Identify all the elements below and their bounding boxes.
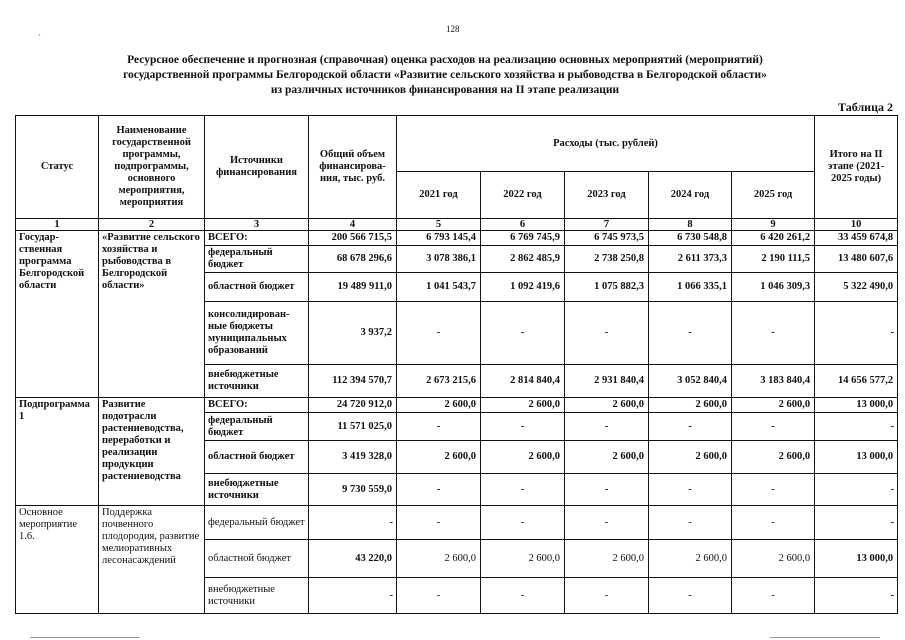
year-value-cell: 3 078 386,1 bbox=[397, 246, 481, 273]
year-value-cell: - bbox=[481, 578, 565, 614]
year-value-cell: - bbox=[649, 578, 732, 614]
itogo-cell: - bbox=[815, 474, 898, 506]
title-line-2: государственной программы Белгородской области «Развитие сельского хозяйства и рыбоводства в Белгородской области» bbox=[123, 69, 767, 81]
header-sources: Источники финансирования bbox=[205, 116, 309, 219]
table-label: Таблица 2 bbox=[838, 100, 893, 114]
source-cell: внебюджетные источники bbox=[205, 578, 309, 614]
column-number: 7 bbox=[565, 219, 649, 231]
year-value-cell: - bbox=[397, 413, 481, 441]
total-volume-cell: 3 419 328,0 bbox=[309, 441, 397, 474]
total-volume-cell: - bbox=[309, 578, 397, 614]
year-value-cell: - bbox=[649, 413, 732, 441]
table-row bbox=[16, 231, 898, 246]
column-number: 6 bbox=[481, 219, 565, 231]
itogo-cell: - bbox=[815, 506, 898, 540]
year-value-cell: 2 600,0 bbox=[732, 441, 815, 474]
year-value-cell: 1 041 543,7 bbox=[397, 273, 481, 302]
year-value-cell: - bbox=[397, 506, 481, 540]
year-value-cell: - bbox=[481, 302, 565, 365]
year-value-cell: 2 600,0 bbox=[565, 441, 649, 474]
year-value-cell: 6 730 548,8 bbox=[649, 231, 732, 246]
year-value-cell: - bbox=[481, 474, 565, 506]
scan-edge-line bbox=[30, 637, 140, 638]
year-value-cell: - bbox=[397, 474, 481, 506]
header-total-volume: Общий объем финансирова-ния, тыс. руб. bbox=[309, 116, 397, 219]
header-year: 2023 год bbox=[565, 172, 649, 219]
table-row bbox=[16, 398, 898, 413]
source-cell: областной бюджет bbox=[205, 273, 309, 302]
year-value-cell: 6 769 745,9 bbox=[481, 231, 565, 246]
source-cell: внебюджетные источники bbox=[205, 474, 309, 506]
expenses-table bbox=[15, 115, 898, 614]
total-volume-cell: 200 566 715,5 bbox=[309, 231, 397, 246]
year-value-cell: - bbox=[649, 302, 732, 365]
status-cell: Государ-ственная программа Белгородской области bbox=[16, 231, 99, 398]
year-value-cell: - bbox=[732, 578, 815, 614]
total-volume-cell: 112 394 570,7 bbox=[309, 365, 397, 398]
scan-edge-line bbox=[770, 637, 880, 638]
itogo-cell: 13 480 607,6 bbox=[815, 246, 898, 273]
total-volume-cell: 19 489 911,0 bbox=[309, 273, 397, 302]
year-value-cell: - bbox=[481, 506, 565, 540]
status-cell: Подпрограмма 1 bbox=[16, 398, 99, 506]
itogo-cell: - bbox=[815, 413, 898, 441]
total-volume-cell: 24 720 912,0 bbox=[309, 398, 397, 413]
status-cell: Основное мероприятие 1.6. bbox=[16, 506, 99, 614]
year-value-cell: - bbox=[565, 578, 649, 614]
table-row bbox=[16, 506, 898, 540]
header-expenses: Расходы (тыс. рублей) bbox=[397, 116, 815, 172]
year-value-cell: - bbox=[732, 506, 815, 540]
year-value-cell: 2 600,0 bbox=[732, 540, 815, 578]
source-cell: областной бюджет bbox=[205, 441, 309, 474]
name-cell: Развитие подотрасли растениеводства, переработки и реализации продукции растениеводства bbox=[99, 398, 205, 506]
source-cell: ВСЕГО: bbox=[205, 231, 309, 246]
name-cell: Поддержка почвенного плодородия, развитие мелиоративных лесонасаждений bbox=[99, 506, 205, 614]
title-line-3: из различных источников финансирования на II этапе реализации bbox=[270, 84, 620, 96]
column-number: 5 bbox=[397, 219, 481, 231]
page-number: 128 bbox=[446, 24, 460, 34]
header-year: 2024 год bbox=[649, 172, 732, 219]
header-year: 2021 год bbox=[397, 172, 481, 219]
year-value-cell: 2 600,0 bbox=[481, 441, 565, 474]
year-value-cell: 6 793 145,4 bbox=[397, 231, 481, 246]
year-value-cell: 2 190 111,5 bbox=[732, 246, 815, 273]
header-year: 2022 год bbox=[481, 172, 565, 219]
year-value-cell: 2 600,0 bbox=[649, 540, 732, 578]
year-value-cell: - bbox=[565, 474, 649, 506]
document-title bbox=[40, 53, 850, 98]
title-line-1: Ресурсное обеспечение и прогнозная (справочная) оценка расходов на реализацию основных мероприятий (мероприятий) bbox=[127, 54, 763, 66]
year-value-cell: 3 183 840,4 bbox=[732, 365, 815, 398]
itogo-cell: - bbox=[815, 302, 898, 365]
year-value-cell: - bbox=[732, 302, 815, 365]
year-value-cell: - bbox=[397, 578, 481, 614]
year-value-cell: 6 745 973,5 bbox=[565, 231, 649, 246]
total-volume-cell: - bbox=[309, 506, 397, 540]
year-value-cell: - bbox=[649, 506, 732, 540]
source-cell: федеральный бюджет bbox=[205, 506, 309, 540]
table-body bbox=[16, 231, 898, 614]
year-value-cell: 2 862 485,9 bbox=[481, 246, 565, 273]
year-value-cell: 2 600,0 bbox=[397, 540, 481, 578]
year-value-cell: 2 600,0 bbox=[565, 398, 649, 413]
source-cell: федеральный бюджет bbox=[205, 246, 309, 273]
column-number: 2 bbox=[99, 219, 205, 231]
year-value-cell: 2 600,0 bbox=[649, 398, 732, 413]
total-volume-cell: 11 571 025,0 bbox=[309, 413, 397, 441]
itogo-cell: 13 000,0 bbox=[815, 441, 898, 474]
year-value-cell: - bbox=[732, 413, 815, 441]
source-cell: федеральный бюджет bbox=[205, 413, 309, 441]
year-value-cell: 2 600,0 bbox=[649, 441, 732, 474]
year-value-cell: - bbox=[565, 302, 649, 365]
source-cell: консолидирован-ные бюджеты муниципальных образований bbox=[205, 302, 309, 365]
year-value-cell: 1 046 309,3 bbox=[732, 273, 815, 302]
column-number: 3 bbox=[205, 219, 309, 231]
year-value-cell: 1 075 882,3 bbox=[565, 273, 649, 302]
year-value-cell: - bbox=[397, 302, 481, 365]
column-number: 9 bbox=[732, 219, 815, 231]
year-value-cell: 3 052 840,4 bbox=[649, 365, 732, 398]
header-name: Наименование государственной программы, подпрограммы, основного мероприятия, мероприятия bbox=[99, 116, 205, 219]
year-value-cell: - bbox=[565, 506, 649, 540]
column-number: 4 bbox=[309, 219, 397, 231]
itogo-cell: 13 000,0 bbox=[815, 398, 898, 413]
column-number: 10 bbox=[815, 219, 898, 231]
year-value-cell: 2 673 215,6 bbox=[397, 365, 481, 398]
year-value-cell: 6 420 261,2 bbox=[732, 231, 815, 246]
itogo-cell: 13 000,0 bbox=[815, 540, 898, 578]
year-value-cell: 2 814 840,4 bbox=[481, 365, 565, 398]
total-volume-cell: 3 937,2 bbox=[309, 302, 397, 365]
year-value-cell: - bbox=[649, 474, 732, 506]
year-value-cell: 2 611 373,3 bbox=[649, 246, 732, 273]
total-volume-cell: 43 220,0 bbox=[309, 540, 397, 578]
scan-mark: · bbox=[38, 30, 41, 40]
year-value-cell: 2 600,0 bbox=[481, 540, 565, 578]
year-value-cell: 1 066 335,1 bbox=[649, 273, 732, 302]
column-number: 1 bbox=[16, 219, 99, 231]
source-cell: внебюджетные источники bbox=[205, 365, 309, 398]
itogo-cell: - bbox=[815, 578, 898, 614]
column-number: 8 bbox=[649, 219, 732, 231]
year-value-cell: 2 738 250,8 bbox=[565, 246, 649, 273]
name-cell: «Развитие сельского хозяйства и рыбоводства в Белгородской области» bbox=[99, 231, 205, 398]
total-volume-cell: 68 678 296,6 bbox=[309, 246, 397, 273]
header-itogo: Итого на II этапе (2021-2025 годы) bbox=[815, 116, 898, 219]
year-value-cell: 2 600,0 bbox=[397, 398, 481, 413]
header-status: Статус bbox=[16, 116, 99, 219]
itogo-cell: 5 322 490,0 bbox=[815, 273, 898, 302]
year-value-cell: 2 600,0 bbox=[397, 441, 481, 474]
itogo-cell: 14 656 577,2 bbox=[815, 365, 898, 398]
year-value-cell: - bbox=[565, 413, 649, 441]
year-value-cell: - bbox=[481, 413, 565, 441]
source-cell: областной бюджет bbox=[205, 540, 309, 578]
year-value-cell: 2 600,0 bbox=[732, 398, 815, 413]
total-volume-cell: 9 730 559,0 bbox=[309, 474, 397, 506]
year-value-cell: 2 931 840,4 bbox=[565, 365, 649, 398]
year-value-cell: 2 600,0 bbox=[481, 398, 565, 413]
year-value-cell: 1 092 419,6 bbox=[481, 273, 565, 302]
year-value-cell: - bbox=[732, 474, 815, 506]
header-year: 2025 год bbox=[732, 172, 815, 219]
source-cell: ВСЕГО: bbox=[205, 398, 309, 413]
itogo-cell: 33 459 674,8 bbox=[815, 231, 898, 246]
year-value-cell: 2 600,0 bbox=[565, 540, 649, 578]
